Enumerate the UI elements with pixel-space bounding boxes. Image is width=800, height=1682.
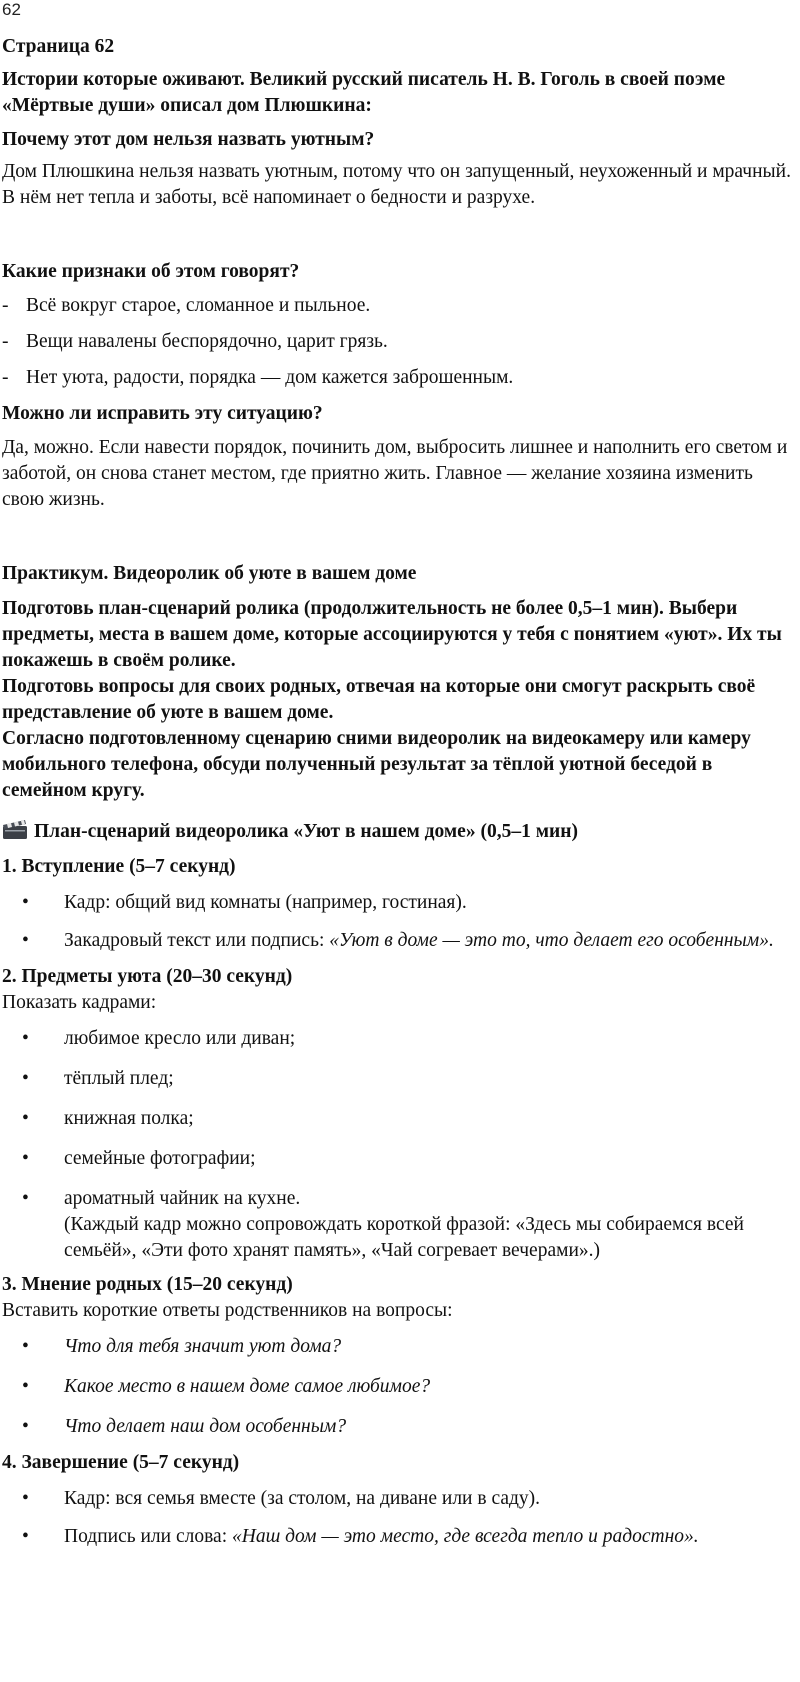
document-body — [2, 34, 798, 1550]
list-item — [2, 1334, 798, 1360]
list-item — [2, 1066, 798, 1092]
practicum-task-3: Согласно подготовленному сценарию сними видеоролик на видеокамеру или камеру мобильного телефона, обсуди полученный результат за тёплой уютной беседой в семейном кругу. — [2, 728, 751, 801]
bullet-marker: • — [22, 1336, 29, 1357]
page-number: 62 — [2, 0, 21, 19]
list-item — [2, 1374, 798, 1400]
list-item — [2, 365, 798, 391]
list-item-text: Кадр: вся семья вместе (за столом, на диване или в саду). — [64, 1488, 541, 1509]
dash-marker: - — [2, 367, 9, 388]
section-2-heading: 2. Предметы уюта (20–30 секунд) — [2, 966, 293, 987]
list-item — [2, 1486, 798, 1512]
list-item — [2, 890, 798, 916]
answer-cozy: Дом Плюшкина нельзя назвать уютным, потому что он запущенный, неухоженный и мрачный. В нём нет тепла и заботы, всё напоминает о бедности и разрухе. — [2, 161, 791, 208]
dash-marker: - — [2, 295, 9, 316]
list-item-text: Вещи навалены беспорядочно, царит грязь. — [26, 331, 388, 352]
bullet-marker: • — [22, 1108, 29, 1129]
list-item-text: семейные фотографии; — [64, 1148, 256, 1169]
section-2-lead: Показать кадрами: — [2, 992, 157, 1013]
list-item-text: Какое место в нашем доме самое любимое? — [64, 1376, 431, 1397]
question-cozy: Почему этот дом нельзя назвать уютным? — [2, 129, 375, 150]
list-item — [2, 928, 798, 954]
list-item-text: Кадр: общий вид комнаты (например, гостиная). — [64, 892, 467, 913]
clapperboard-icon — [2, 818, 28, 840]
list-item-text: Всё вокруг старое, сломанное и пыльное. — [26, 295, 371, 316]
list-item-text: Закадровый текст или подпись: — [64, 930, 330, 951]
bullet-marker: • — [22, 892, 29, 913]
list-item-text: Что для тебя значит уют дома? — [64, 1336, 342, 1357]
list-item — [2, 293, 798, 319]
list-item — [2, 1414, 798, 1440]
list-item-text: ароматный чайник на кухне. — [64, 1188, 301, 1209]
question-signs: Какие признаки об этом говорят? — [2, 261, 300, 282]
section-4-heading: 4. Завершение (5–7 секунд) — [2, 1452, 240, 1473]
list-item-quote: «Наш дом — это место, где всегда тепло и радостно». — [232, 1526, 699, 1547]
list-item-text: Подпись или слова: — [64, 1526, 232, 1547]
bullet-marker: • — [22, 1068, 29, 1089]
list-item-text: книжная полка; — [64, 1108, 194, 1129]
bullet-marker: • — [22, 1188, 29, 1209]
plan-title — [2, 818, 798, 845]
plan-title-text: План-сценарий видеоролика «Уют в нашем доме» (0,5–1 мин) — [34, 821, 578, 842]
page-title: Страница 62 — [2, 36, 115, 57]
list-item — [2, 1524, 798, 1550]
practicum-title: Практикум. Видеоролик об уюте в вашем доме — [2, 563, 417, 584]
bullet-marker: • — [22, 1526, 29, 1547]
answer-fix: Да, можно. Если навести порядок, починить дом, выбросить лишнее и наполнить его светом и заботой, он снова станет местом, где приятно жить. Главное — желание хозяина изменить свою жизнь. — [2, 437, 788, 510]
question-fix: Можно ли исправить эту ситуацию? — [2, 403, 323, 424]
list-item-text: любимое кресло или диван; — [64, 1028, 296, 1049]
list-item-text: тёплый плед; — [64, 1068, 174, 1089]
list-item — [2, 1106, 798, 1132]
list-item-text: Нет уюта, радости, порядка — дом кажется заброшенным. — [26, 367, 514, 388]
list-item — [2, 1186, 798, 1264]
list-item — [2, 329, 798, 355]
practicum-task-1: Подготовь план-сценарий ролика (продолжительность не более 0,5–1 мин). Выбери предметы, места в вашем доме, которые ассоциируются у тебя с понятием «уют». Их ты покажешь в своём ролике. — [2, 598, 782, 671]
dash-marker: - — [2, 331, 9, 352]
practicum-task — [2, 596, 798, 804]
bullet-marker: • — [22, 1028, 29, 1049]
list-item — [2, 1026, 798, 1052]
list-item — [2, 1146, 798, 1172]
section-3-lead: Вставить короткие ответы родственников на вопросы: — [2, 1300, 453, 1321]
bullet-marker: • — [22, 1488, 29, 1509]
list-item-note: (Каждый кадр можно сопровождать короткой фразой: «Здесь мы собираемся всей семьёй», «Эти фото хранят память», «Чай согревает вечерами».) — [64, 1214, 744, 1261]
practicum-task-2: Подготовь вопросы для своих родных, отвечая на которые они смогут раскрыть своё представление об уюте в вашем доме. — [2, 676, 756, 723]
bullet-marker: • — [22, 930, 29, 951]
bullet-marker: • — [22, 1148, 29, 1169]
list-item-quote: «Уют в доме — это то, что делает его особенным». — [329, 930, 774, 951]
intro-heading: Истории которые оживают. Великий русский писатель Н. В. Гоголь в своей поэме «Мёртвые души» описал дом Плюшкина: — [2, 69, 726, 116]
list-item-text: Что делает наш дом особенным? — [64, 1416, 347, 1437]
bullet-marker: • — [22, 1416, 29, 1437]
section-1-heading: 1. Вступление (5–7 секунд) — [2, 856, 236, 877]
bullet-marker: • — [22, 1376, 29, 1397]
section-3-heading: 3. Мнение родных (15–20 секунд) — [2, 1274, 293, 1295]
